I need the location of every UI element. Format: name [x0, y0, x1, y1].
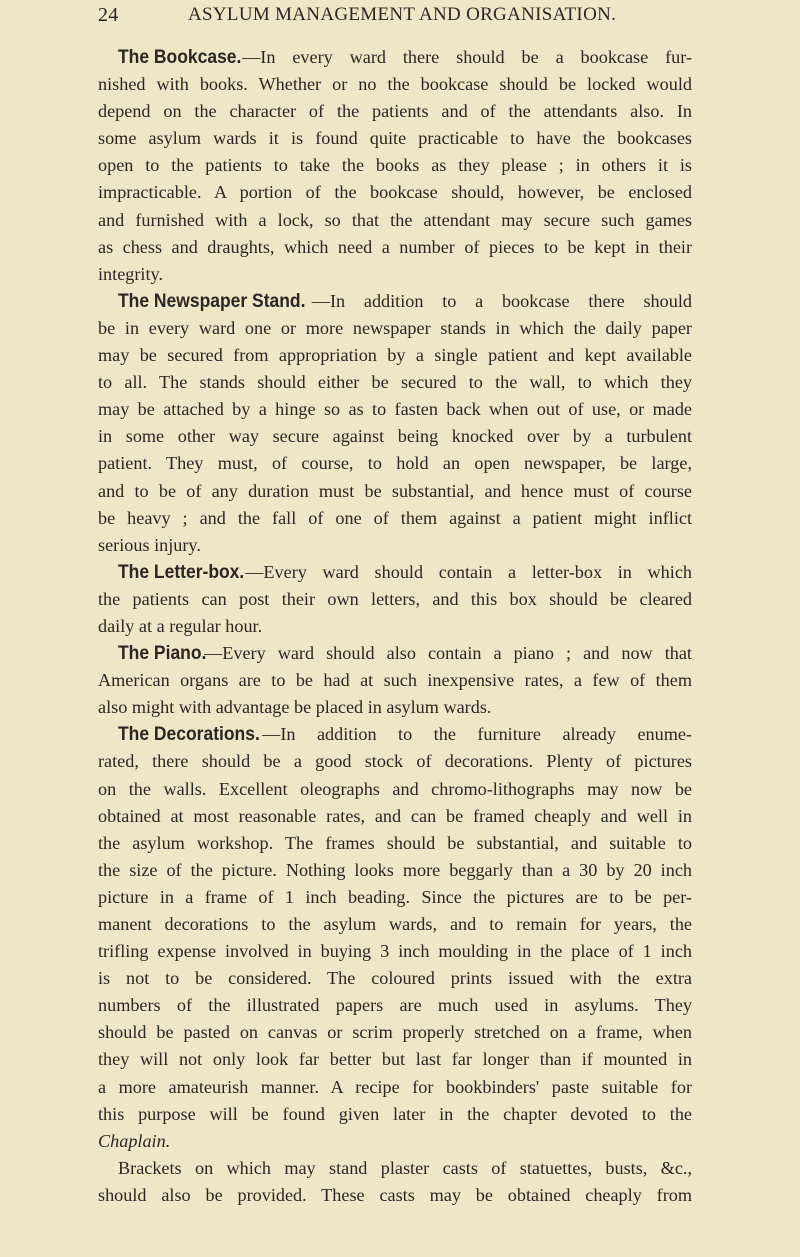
line-text: Chaplain. [98, 1130, 171, 1151]
text-line [98, 667, 692, 694]
line-text: the patients can post their own letters, and this box should be cleared [98, 588, 692, 609]
section-heading: The Newspaper Stand. [118, 290, 306, 312]
text-line [98, 1046, 692, 1073]
line-text: —Every ward should also contain a piano ; and now that [204, 643, 692, 664]
page-number: 24 [98, 4, 119, 26]
line-text: the size of the picture. Nothing looks more beggarly than a 30 by 20 inch [98, 859, 692, 880]
line-text: numbers of the illustrated papers are much used in asylums. They [98, 995, 692, 1016]
text-line [98, 207, 692, 234]
text-line [98, 1019, 692, 1046]
section-heading-line [98, 721, 692, 748]
line-text: obtained at most reasonable rates, and can be framed cheaply and well in [98, 805, 692, 826]
text-line [98, 369, 692, 396]
line-text: —Every ward should contain a letter-box in which [245, 561, 692, 582]
text-line [98, 884, 692, 911]
text-line [98, 396, 692, 423]
text-line [98, 1128, 692, 1155]
line-text: may be secured from appropriation by a single patient and kept available [98, 345, 692, 366]
running-title: ASYLUM MANAGEMENT AND ORGANISATION. [188, 4, 617, 25]
text-line [98, 776, 692, 803]
line-text: integrity. [98, 263, 163, 284]
line-text: the asylum workshop. The frames should be substantial, and suitable to [98, 832, 692, 853]
section-heading-line [98, 640, 692, 667]
line-text: —In addition to the furniture already enume- [262, 724, 692, 745]
line-text: depend on the character of the patients and of the attendants also. In [98, 101, 692, 122]
text-line [98, 694, 692, 721]
section-heading: The Piano. [118, 643, 207, 665]
text-line [98, 857, 692, 884]
text-line [98, 234, 692, 261]
text-line [98, 125, 692, 152]
text-line [98, 1155, 692, 1182]
line-text: on the walls. Excellent oleographs and chromo-lithographs may now be [98, 778, 692, 799]
text-line [98, 478, 692, 505]
running-header [98, 4, 618, 32]
line-text: as chess and draughts, which need a number of pieces to be kept in their [98, 236, 692, 257]
text-line [98, 911, 692, 938]
section-heading-line [98, 288, 692, 315]
text-line [98, 1182, 692, 1209]
line-text: and furnished with a lock, so that the attendant may secure such games [98, 209, 692, 230]
text-line [98, 342, 692, 369]
line-text: rated, there should be a good stock of decorations. Plenty of pictures [98, 751, 692, 772]
line-text: be heavy ; and the fall of one of them against a patient might inflict [98, 507, 692, 528]
text-line [98, 261, 692, 288]
text-line [98, 423, 692, 450]
text-line [98, 803, 692, 830]
line-text: should also be provided. These casts may be obtained cheaply from [98, 1184, 692, 1205]
line-text: —In every ward there should be a bookcase fur- [242, 47, 692, 67]
line-text: trifling expense involved in buying 3 inch moulding in the place of 1 inch [98, 941, 692, 962]
line-text: this purpose will be found given later in the chapter devoted to the [98, 1103, 692, 1124]
text-line [98, 992, 692, 1019]
line-text: some asylum wards it is found quite practicable to have the bookcases [98, 128, 692, 149]
line-text: in some other way secure against being knocked over by a turbulent [98, 426, 692, 447]
line-text: is not to be considered. The coloured prints issued with the extra [98, 968, 692, 989]
line-text: they will not only look far better but last far longer than if mounted in [98, 1049, 692, 1070]
line-text: American organs are to be had at such inexpensive rates, a few of them [98, 670, 692, 691]
text-line [98, 938, 692, 965]
line-text: daily at a regular hour. [98, 615, 263, 636]
text-line [98, 98, 692, 125]
text-line [98, 830, 692, 857]
line-text: patient. They must, of course, to hold an open newspaper, be large, [98, 453, 692, 474]
line-text: may be attached by a hinge so as to fasten back when out of use, or made [98, 399, 692, 420]
line-text: impracticable. A portion of the bookcase should, however, be enclosed [98, 182, 692, 203]
text-line [98, 315, 692, 342]
section-heading: The Letter-box. [118, 561, 245, 583]
line-text: serious injury. [98, 534, 201, 555]
section-heading-line [98, 44, 692, 71]
text-line [98, 1074, 692, 1101]
line-text: open to the patients to take the books as they please ; in others it is [98, 155, 692, 176]
text-line [98, 152, 692, 179]
text-line [98, 450, 692, 477]
line-text: should be pasted on canvas or scrim properly stretched on a frame, when [98, 1022, 692, 1043]
line-text: Brackets on which may stand plaster casts of statuettes, busts, &c., [118, 1157, 692, 1178]
section-heading: The Bookcase. [118, 47, 242, 68]
page-body [98, 44, 692, 1209]
section-heading: The Decorations. [118, 724, 260, 746]
line-text: also might with advantage be placed in asylum wards. [98, 697, 492, 718]
text-line [98, 179, 692, 206]
text-line [98, 532, 692, 559]
line-text: a more amateurish manner. A recipe for bookbinders' paste suitable for [98, 1076, 692, 1097]
line-text: and to be of any duration must be substantial, and hence must of course [98, 480, 692, 501]
text-line [98, 505, 692, 532]
text-line [98, 965, 692, 992]
line-text: to all. The stands should either be secured to the wall, to which they [98, 372, 692, 393]
text-line [98, 1101, 692, 1128]
text-line [98, 71, 692, 98]
text-line [98, 586, 692, 613]
line-text: nished with books. Whether or no the bookcase should be locked would [98, 74, 692, 95]
line-text: picture in a frame of 1 inch beading. Since the pictures are to be per- [98, 886, 692, 907]
line-text: —In addition to a bookcase there should [311, 290, 692, 311]
line-text: manent decorations to the asylum wards, and to remain for years, the [98, 914, 692, 934]
text-line [98, 613, 692, 640]
line-text: be in every ward one or more newspaper stands in which the daily paper [98, 317, 692, 338]
text-line [98, 748, 692, 775]
section-heading-line [98, 559, 692, 586]
